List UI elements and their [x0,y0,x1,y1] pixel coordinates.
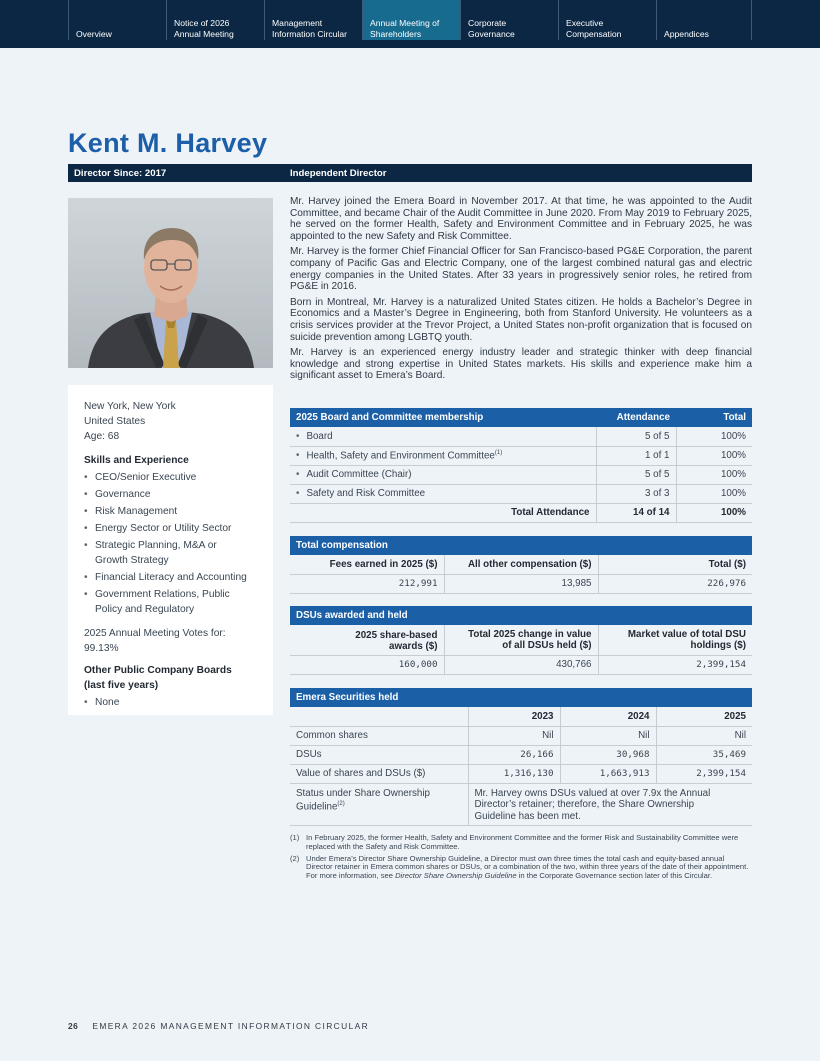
bio-paragraph: Mr. Harvey joined the Emera Board in November 2017. At that time, he was appointed to the Audit Committee, and became Chair of the Audit Committee in June 2020. From May 2019 to February 2025, he served on the former Health, Safety and Environment Committee and in February 2025, he was appointed to the new Safety and Risk Committee. [290,196,752,242]
attendance-value: 3 of 3 [596,484,676,503]
other-boards-heading: Other Public Company Boards (last five years) [84,665,232,691]
table-row [290,427,752,446]
director-age: Age: 68 [84,431,120,442]
location-city: New York, New York [84,401,176,412]
bio-paragraph: Mr. Harvey is an experienced energy industry leader and strategic thinker with deep financial knowledge and strong expertise in United States markets. His skills and experience make him a significant asset to Emera’s Board. [290,347,752,382]
table-row [290,446,752,465]
footnote-text: in the Corporate Governance section later of this Circular. [516,871,713,881]
year-header: 2025 [656,707,752,726]
col-market-value-line2: holdings ($) [690,639,746,651]
table-row [290,764,752,783]
footnote [290,855,752,881]
director-biography [290,196,752,386]
skill-item: • Strategic Planning, M&A or Growth Strategy [84,538,244,568]
col-total: Total [723,412,746,423]
director-profile-card [68,385,273,715]
footnote [290,834,752,852]
other-board-item: • None [84,695,273,710]
membership-table [290,408,752,523]
row-label: Common shares [290,726,468,745]
status-label-cell [290,783,468,825]
dsu-table [290,606,752,675]
committee-name: • Safety and Risk Committee [290,484,596,503]
compensation-columns [290,555,752,574]
footnote-text: Under Emera’s Director Share Ownership Guideline, a Director must own three times the total cash and equity-based annual Director retainer in Emera common shares or DSUs, or a combination of the two, within three years of the date of their appointment. For more information, see [306,853,749,881]
total-attendance-pct: 100% [676,503,752,522]
tab-executive-compensation[interactable]: Executive Compensation [558,0,656,40]
total-value: 100% [676,484,752,503]
tab-appendices[interactable]: Appendices [656,0,752,40]
director-title-bar [68,164,752,182]
cell-value: 1,316,130 [468,764,560,783]
attendance-value: 5 of 5 [596,465,676,484]
year-header: 2023 [468,707,560,726]
skill-item: • Risk Management [84,504,273,519]
table-total-row [290,503,752,522]
table-row [290,783,752,825]
cell-value: 26,166 [468,745,560,764]
securities-table [290,688,752,826]
portrait-illustration [68,198,273,368]
document-title: EMERA 2026 MANAGEMENT INFORMATION CIRCULAR [92,1021,370,1031]
securities-year-row [290,707,752,726]
attendance-value: 5 of 5 [596,427,676,446]
skills-heading: Skills and Experience [84,455,189,466]
cell-value: 35,469 [656,745,752,764]
skill-item: • CEO/Senior Executive [84,470,273,485]
row-label: DSUs [290,745,468,764]
compensation-header-row [290,536,752,555]
footnotes [290,834,752,884]
table-row [290,484,752,503]
committee-name: • Audit Committee (Chair) [290,465,596,484]
attendance-value: 1 of 1 [596,446,676,465]
total-attendance-value: 14 of 14 [596,503,676,522]
other-value: 13,985 [444,574,598,593]
col-share-awards-line2: awards ($) [389,640,438,652]
footnote-ref[interactable]: (2) [337,801,345,807]
compensation-heading: Total compensation [296,540,388,551]
col-change-in-value-line2: of all DSUs held ($) [502,639,592,651]
tab-management-information-circular[interactable]: Management Information Circular [264,0,362,40]
skill-item: • Government Relations, Public Policy and Regulatory [84,587,249,617]
blank-cell [290,707,468,726]
col-other: All other compensation ($) [444,555,598,574]
col-share-awards-line1: 2025 share-based [355,629,438,641]
footnote-text: In February 2025, the former Health, Safety and Environment Committee and the former Risk and Sustainability Committee were replaced with the Safety and Risk Committee. [306,833,739,851]
meeting-votes: 2025 Annual Meeting Votes for: 99.13% [84,628,226,654]
col-fees: Fees earned in 2025 ($) [290,555,444,574]
cell-value: 2,399,154 [656,764,752,783]
total-attendance-label: Total Attendance [290,503,596,522]
year-header: 2024 [560,707,656,726]
skill-item: • Financial Literacy and Accounting [84,570,273,585]
committee-name-cell [290,446,596,465]
committee-name: Health, Safety and Environment Committee [306,450,495,462]
securities-header-row [290,688,752,707]
change-in-value: 430,766 [444,655,598,674]
skill-item: • Governance [84,487,273,502]
footnote-link[interactable]: Director Share Ownership Guideline [395,871,517,881]
location-country: United States [84,416,146,427]
table-row [290,465,752,484]
tab-annual-meeting-of-shareholders[interactable]: Annual Meeting of Shareholders [362,0,460,40]
securities-heading: Emera Securities held [296,692,399,703]
tab-corporate-governance[interactable]: Corporate Governance [460,0,558,40]
cell-value: 30,968 [560,745,656,764]
cell-value: 1,663,913 [560,764,656,783]
total-value: 100% [676,465,752,484]
tab-notice-of-annual-meeting[interactable]: Notice of 2026 Annual Meeting [166,0,264,40]
skill-item: • Energy Sector or Utility Sector [84,521,273,536]
dsu-columns [290,625,752,655]
col-market-value-line1: Market value of total DSU [627,628,746,640]
committee-name: • Board [290,427,596,446]
col-share-awards [290,625,444,655]
footnote-mark: (2) [290,853,300,863]
tab-overview[interactable]: Overview [68,0,166,40]
total-value: 226,976 [598,574,752,593]
col-change-in-value-line1: Total 2025 change in value [468,628,592,640]
director-name: Kent M. Harvey [68,128,268,158]
bio-paragraph: Born in Montreal, Mr. Harvey is a naturalized United States citizen. He holds a Bachelor’s Degree in Economics and a Master’s Degree in Engineering, both from Stanford University. He volunteers as a crisis services provider at the Trevor Project, a United States non-profit organization that is focused on suicide prevention among LGBTQ youth. [290,296,752,343]
row-label: Value of shares and DSUs ($) [290,764,468,783]
status-text: Mr. Harvey owns DSUs valued at over 7.9x the Annual Director’s retainer; therefore, the Share Ownership Guideline has been met. [468,783,752,825]
status-label: Status under Share Ownership Guideline [296,787,430,813]
fees-value: 212,991 [290,574,444,593]
col-change-in-value [444,625,598,655]
market-value: 2,399,154 [598,655,752,674]
table-row [290,726,752,745]
page-number: 26 [68,1021,79,1031]
director-since: Director Since: 2017 [74,168,167,179]
table-row [290,574,752,593]
dsu-header-row [290,606,752,625]
total-value: 100% [676,446,752,465]
director-photo [68,198,273,368]
col-attendance: Attendance [616,412,670,423]
cell-value: Nil [560,726,656,745]
col-total: Total ($) [598,555,752,574]
bio-paragraph: Mr. Harvey is the former Chief Financial Officer for San Francisco-based PG&E Corporation, the parent company of Pacific Gas and Electric Company, one of the largest combined natural gas and electric energy companies in the United States. After 33 years in progressively senior roles, he retired from PG&E in 2016. [290,246,752,293]
table-row [290,745,752,764]
director-role: Independent Director [290,168,387,179]
cell-value: Nil [468,726,560,745]
cell-value: Nil [656,726,752,745]
skills-list [84,470,273,617]
dsu-heading: DSUs awarded and held [296,610,408,621]
total-value: 100% [676,427,752,446]
table-row [290,655,752,674]
membership-heading: 2025 Board and Committee membership [296,412,484,423]
footnote-ref[interactable]: (1) [494,449,503,456]
membership-header-row [290,408,752,427]
compensation-table [290,536,752,594]
footnote-mark: (1) [290,833,300,842]
page-footer [68,1021,369,1031]
col-market-value [598,625,752,655]
other-boards-list [84,695,273,710]
top-navigation [0,0,820,48]
share-awards-value: 160,000 [290,655,444,674]
